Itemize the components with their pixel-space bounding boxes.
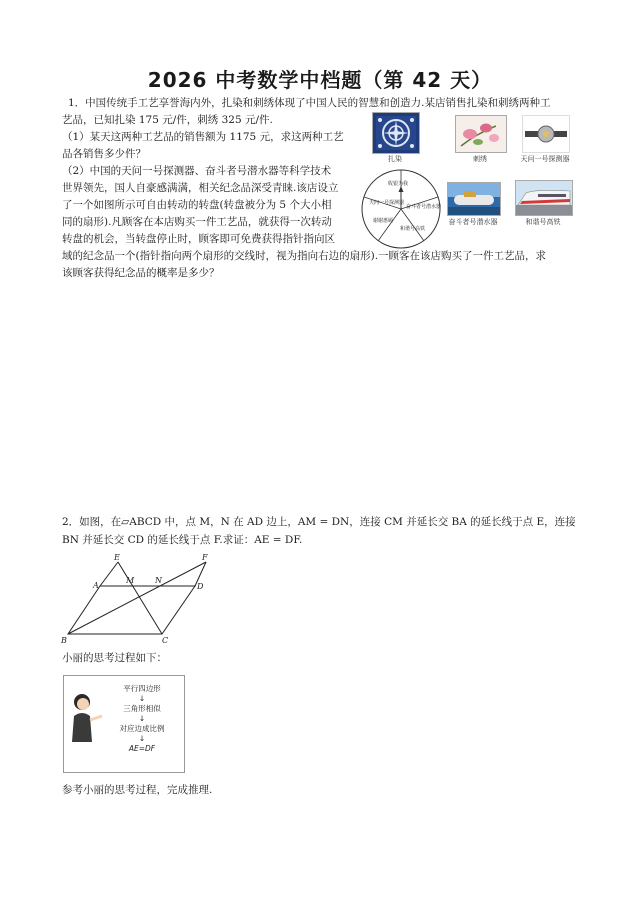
label-M: M [126, 576, 135, 585]
wheel-label-2: 天问一号探测器 [369, 200, 405, 206]
zharan-caption: 扎染 [388, 155, 402, 163]
flow-arrow-icon: ↓ [138, 694, 146, 703]
q2-line-2: BN 并延长交 CD 的延长线于点 F.求证：AE = DF. [62, 534, 303, 546]
closing-instruction: 参考小丽的思考过程，完成推理. [62, 784, 213, 796]
wheel-label-4: 和谐号高铁 [400, 226, 426, 232]
label-F: F [202, 553, 208, 562]
q1-line-8: 同的扇形).凡顾客在本店购买一件工艺品，就获得一次转动 [62, 216, 332, 228]
q1-line-3: （1）某天这两种工艺品的销售额为 1175 元，求这两种工艺 [62, 131, 344, 143]
label-E: E [114, 553, 120, 562]
wheel-label-3: 谢谢惠顾 [373, 218, 394, 224]
girl-illustration [68, 690, 108, 750]
label-C: C [162, 636, 169, 645]
flow-arrow-icon: ↓ [138, 734, 146, 743]
flow-arrow-icon: ↓ [138, 714, 146, 723]
q1-line-7: 了一个如图所示可自由转动的转盘(转盘被分为 5 个大小相 [62, 199, 332, 211]
wheel-label-5: 奋斗者号潜水器 [406, 204, 442, 210]
q1-line-11: 该顾客获得纪念品的概率是多少？ [62, 267, 220, 279]
page-title: 2026 中考数学中档题（第 42 天） [147, 68, 493, 92]
fendouzhe-caption: 奋斗者号潜水器 [448, 218, 498, 226]
zharan-image [372, 112, 420, 154]
flow-step-4: AE=DF [128, 744, 156, 753]
prize-wheel [360, 168, 442, 250]
q1-line-1: 1．中国传统手工艺享誉海内外，扎染和刺绣体现了中国人民的智慧和创造力.某店销售扎染和刺绣两种工 [68, 97, 551, 109]
cixiu-caption: 刺绣 [473, 155, 487, 163]
q1-line-4: 品各销售多少件？ [62, 148, 146, 160]
hexie-caption: 和谐号高铁 [525, 218, 561, 226]
parallelogram-figure [58, 550, 218, 645]
q1-line-2: 艺品，已知扎染 175 元/件，刺绣 325 元/件. [62, 114, 273, 126]
label-B: B [61, 636, 67, 645]
q2-line-1: 2．如图，在▱ABCD 中，点 M，N 在 AD 边上，AM = DN，连接 CM 并延长交 BA 的延长线于点 E，连接 [62, 516, 576, 528]
q1-line-10: 域的纪念品一个(指针指向两个扇形的交线时，视为指向右边的扇形).一顾客在该店购买了一件工艺品，求 [62, 250, 547, 262]
tianwen-caption: 天问一号探测器 [520, 155, 570, 163]
tianwen-image [522, 115, 570, 153]
flow-step-2: 三角形相似 [123, 704, 161, 713]
label-A: A [93, 581, 99, 590]
thinking-flow-box [63, 675, 185, 773]
flow-step-1: 平行四边形 [123, 684, 161, 693]
q1-line-5: （2）中国的天问一号探测器、奋斗者号潜水器等科学技术 [62, 165, 332, 177]
q1-line-9: 转盘的机会，当转盘停止时，顾客即可免费获得指针指向区 [62, 233, 335, 245]
cixiu-image [455, 115, 507, 153]
flow-step-3: 对应边成比例 [119, 724, 165, 733]
hexie-image [515, 180, 573, 216]
label-D: D [197, 582, 204, 591]
think-intro: 小丽的思考过程如下： [62, 652, 167, 664]
wheel-label-1: 收银为我 [388, 181, 409, 187]
fendouzhe-image [447, 182, 501, 216]
q1-line-6: 世界领先，国人自豪感满满，相关纪念品深受青睐.该店设立 [62, 182, 339, 194]
label-N: N [155, 576, 162, 585]
